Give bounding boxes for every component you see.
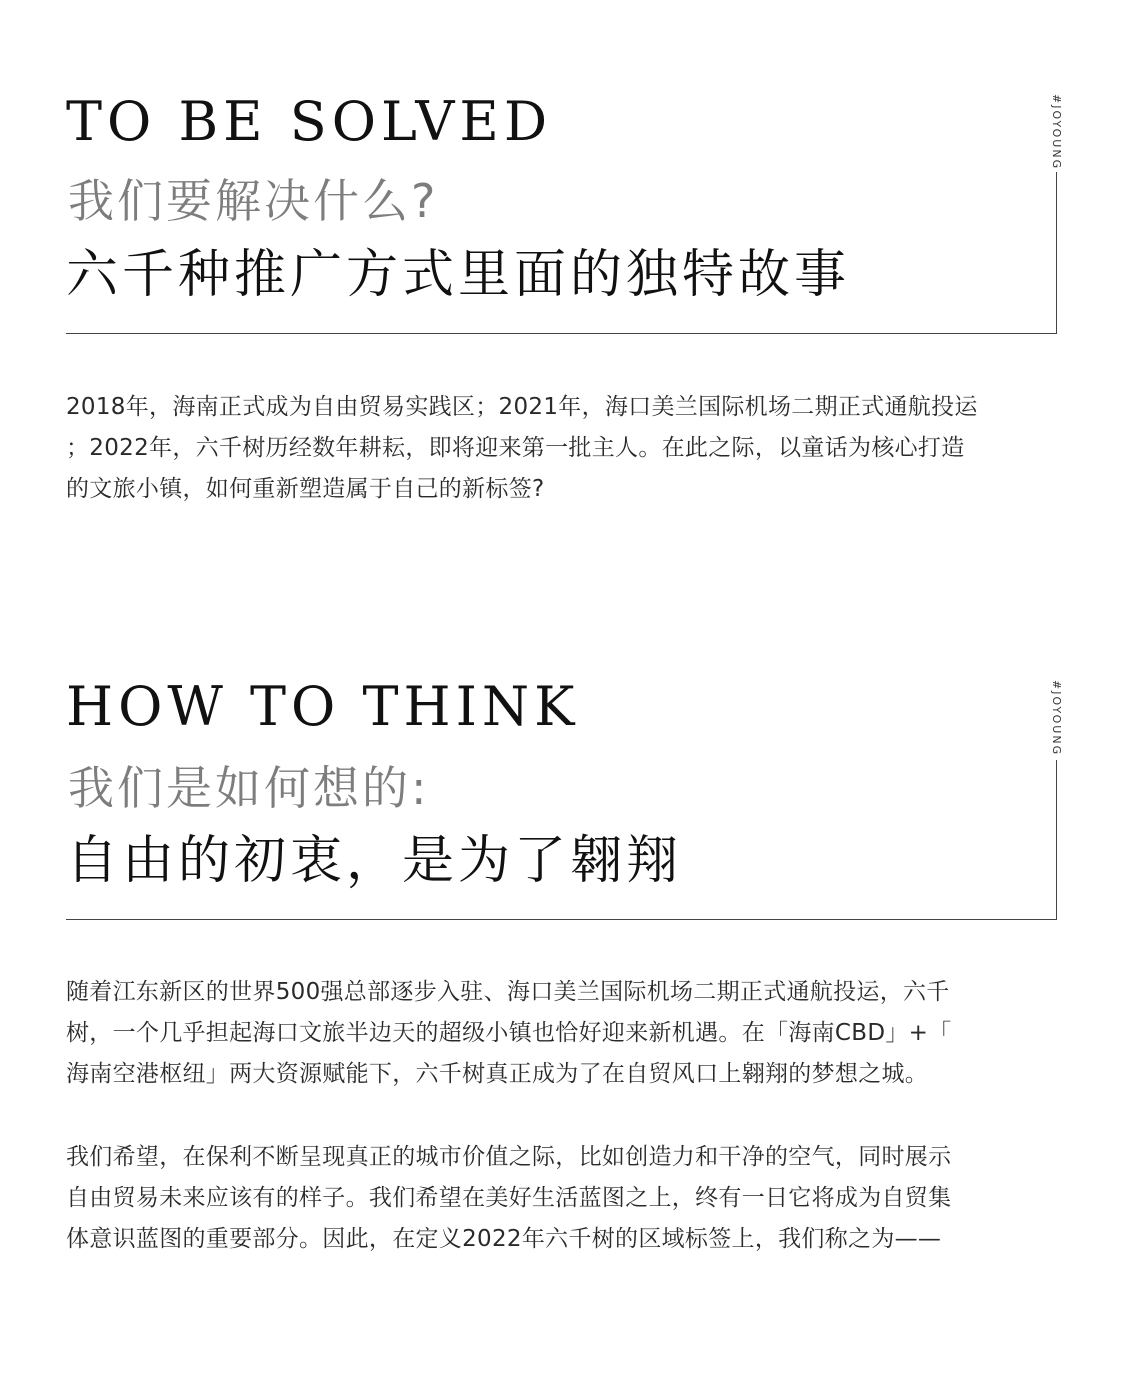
section-question: 我们是如何想的:: [68, 761, 430, 815]
brand-tag: #JOYOUNG: [1050, 94, 1063, 171]
paragraph-line: ；2022年，六千树历经数年耕耘，即将迎来第一批主人。在此之际，以童话为核心打造: [66, 435, 965, 461]
paragraph-line: 的文旅小镇，如何重新塑造属于自己的新标签?: [66, 476, 545, 502]
paragraph-line: 自由贸易未来应该有的样子。我们希望在美好生活蓝图之上，终有一日它将成为自贸集: [66, 1185, 952, 1211]
paragraph-line: 体意识蓝图的重要部分。因此，在定义2022年六千树的区域标签上，我们称之为——: [66, 1226, 942, 1252]
vision-paragraph: [66, 1137, 1066, 1260]
paragraph-line: 随着江东新区的世界500强总部逐步入驻、海口美兰国际机场二期正式通航投运，六千: [66, 979, 950, 1005]
section-title-en: HOW TO THINK: [66, 675, 580, 738]
section-title-en: TO BE SOLVED: [66, 90, 553, 153]
section-question: 我们要解决什么?: [68, 174, 439, 228]
section-headline: 六千种推广方式里面的独特故事: [66, 245, 851, 305]
section-headline: 自由的初衷，是为了翱翔: [66, 831, 683, 891]
paragraph-line: 海南空港枢纽」两大资源赋能下，六千树真正成为了在自贸风口上翱翔的梦想之城。: [66, 1061, 929, 1087]
context-paragraph: [66, 972, 1066, 1095]
paragraph-line: 2018年，海南正式成为自由贸易实践区；2021年，海口美兰国际机场二期正式通航投运: [66, 394, 978, 420]
paragraph-line: 树，一个几乎担起海口文旅半边天的超级小镇也恰好迎来新机遇。在「海南CBD」+「: [66, 1020, 952, 1046]
paragraph-line: 我们希望，在保利不断呈现真正的城市价值之际，比如创造力和干净的空气，同时展示: [66, 1144, 952, 1170]
brand-tag: #JOYOUNG: [1050, 680, 1063, 757]
frame-vertical-line: [1056, 760, 1057, 919]
frame-horizontal-line: [66, 919, 1057, 920]
